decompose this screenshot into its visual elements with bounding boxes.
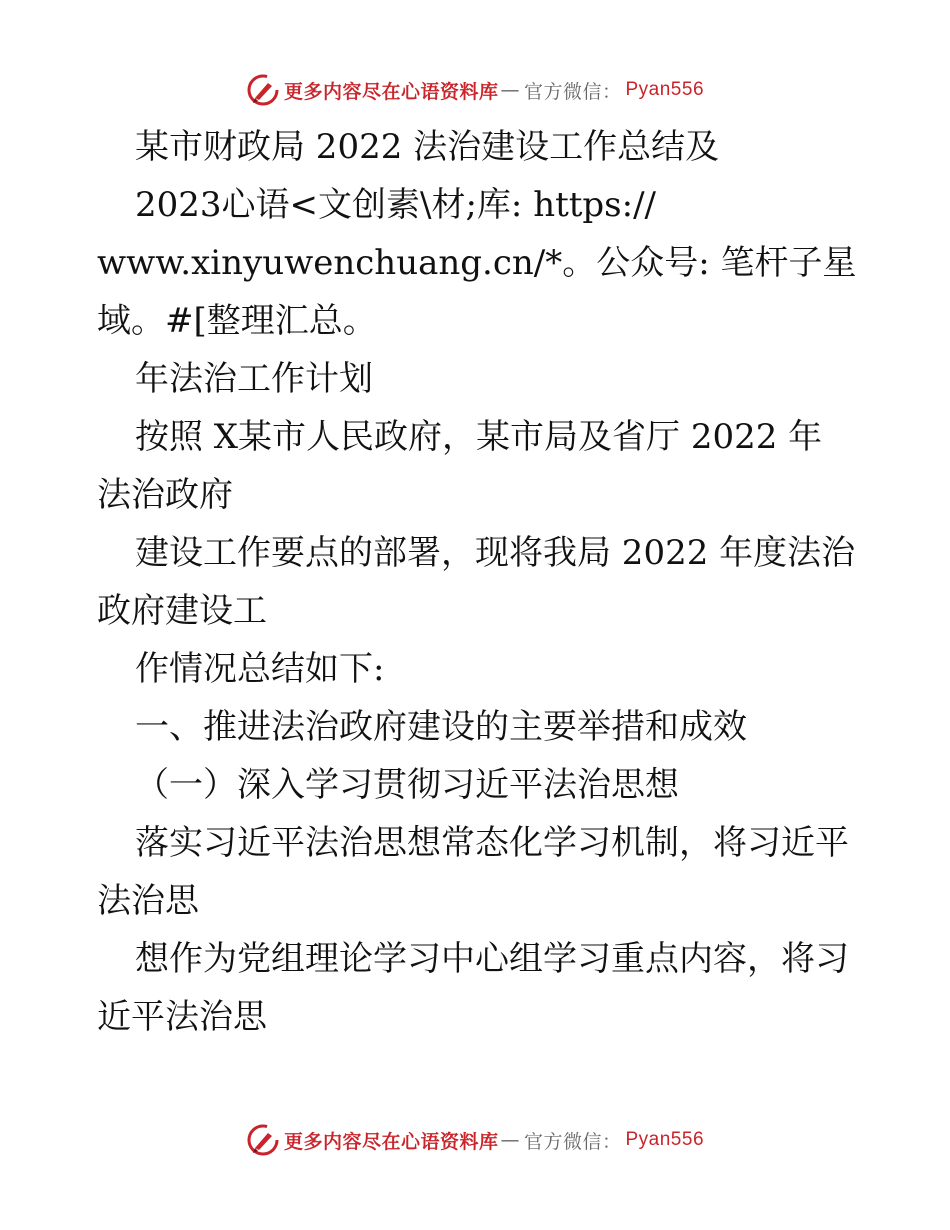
banner-account: Pyan556 [625, 1129, 705, 1150]
banner-account: Pyan556 [625, 79, 705, 100]
doc-line: 作情况总结如下: [135, 649, 385, 689]
doc-line: 按照 X某市人民政府，某市局及省厅 2022 年 [135, 417, 823, 457]
doc-line: 一、推进法治政府建设的主要举措和成效 [135, 707, 747, 747]
doc-line: 某市财政局 2022 法治建设工作总结及 [135, 127, 720, 167]
doc-line: 近平法治思 [97, 997, 267, 1037]
pen-circle-logo-icon [246, 1123, 280, 1157]
banner-dash: — [500, 1129, 520, 1151]
doc-line: （一）深入学习贯彻习近平法治思想 [135, 765, 679, 805]
banner-official-text: 官方微信： [523, 80, 622, 103]
banner-official-text: 官方微信： [523, 1130, 622, 1153]
watermark-banner-bottom [0, 1120, 950, 1160]
doc-line: 落实习近平法治思想常态化学习机制，将习近平 [135, 823, 849, 863]
pen-circle-logo-icon [246, 73, 280, 107]
doc-line: 想作为党组理论学习中心组学习重点内容，将习 [135, 939, 849, 979]
doc-line: 年法治工作计划 [135, 359, 373, 399]
document-body [97, 118, 857, 1046]
doc-line: www.xinyuwenchuang.cn/*。公众号: 笔杆子星 [97, 243, 857, 283]
doc-line: 2023心语<文创素\材;库: https:// [135, 185, 656, 225]
banner-site-text: 更多内容尽在心语资料库 [283, 80, 499, 103]
watermark-banner-top [0, 70, 950, 110]
banner-site-text: 更多内容尽在心语资料库 [283, 1130, 499, 1153]
doc-line: 法治思 [97, 881, 199, 921]
doc-line: 建设工作要点的部署，现将我局 2022 年度法治 [135, 533, 856, 573]
doc-line: 法治政府 [97, 475, 233, 515]
doc-line: 域。#[整理汇总。 [97, 301, 377, 341]
banner-dash: — [500, 79, 520, 101]
doc-line: 政府建设工 [97, 591, 267, 631]
